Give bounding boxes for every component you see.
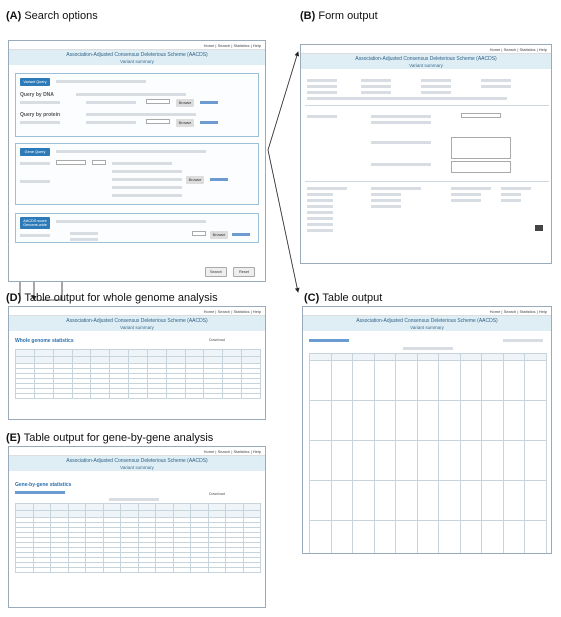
whole-genome-title: Whole genome statistics: [15, 338, 74, 344]
panel-a-label: (A) Search options: [6, 10, 98, 22]
download-link-d[interactable]: Download: [209, 338, 225, 342]
app-banner-d: Association-Adjusted Consensus Deleterious Scheme (AACDS) Variant summary: [9, 316, 265, 331]
variant-table: [309, 353, 547, 554]
panel-d-screenshot: [8, 306, 266, 420]
app-banner: Association-Adjusted Consensus Deleterious Scheme (AACDS) Variant summary: [9, 50, 265, 65]
app-banner-b: Association-Adjusted Consensus Deleterious Scheme (AACDS) Variant summary: [301, 54, 551, 69]
app-banner-c: Association-Adjusted Consensus Deleterious Scheme (AACDS) Variant summary: [303, 316, 551, 331]
whole-genome-button[interactable]: AACDS score Genome-wide: [20, 217, 50, 229]
arrow-to-b: [268, 52, 298, 150]
dna-input[interactable]: [146, 99, 170, 104]
top-nav-d[interactable]: Home | Search | Statistics | Help: [9, 307, 265, 316]
search-button[interactable]: Search: [205, 267, 227, 277]
gene-stats-table: [15, 503, 261, 573]
genome-browse-button[interactable]: Browse: [210, 231, 228, 239]
genome-file-input[interactable]: [192, 231, 206, 236]
app-banner-e: Association-Adjusted Consensus Deleterious Scheme (AACDS) Variant summary: [9, 456, 265, 471]
download-link-e[interactable]: Download: [209, 492, 225, 496]
whole-genome-box: [15, 213, 259, 243]
panel-b-screenshot: [300, 44, 552, 264]
reset-button[interactable]: Reset: [233, 267, 255, 277]
dna-browse-button[interactable]: Browse: [176, 99, 194, 107]
arrow-to-c: [268, 150, 298, 292]
panel-c-label: (C) Table output: [304, 292, 383, 304]
whole-genome-table: [15, 349, 261, 399]
protein-input[interactable]: [146, 119, 170, 124]
gene-input[interactable]: [56, 160, 86, 165]
gene-stats-title: Gene-by-gene statistics: [15, 482, 72, 488]
variant-query-box: [15, 73, 259, 137]
printer-icon[interactable]: [535, 225, 543, 231]
gene-query-box: [15, 143, 259, 205]
panel-b-label: (B) Form output: [300, 10, 378, 22]
gene-query-button[interactable]: Gene Query: [20, 148, 50, 156]
panel-e-screenshot: [8, 446, 266, 608]
panel-a-screenshot: [8, 40, 266, 282]
panel-d-label: (D) Table output for whole genome analysis: [6, 292, 218, 304]
top-nav-b[interactable]: Home | Search | Statistics | Help: [301, 45, 551, 54]
gene-browse-button[interactable]: Browse: [186, 176, 204, 184]
top-nav-c[interactable]: Home | Search | Statistics | Help: [303, 307, 551, 316]
query-by-protein-label: Query by protein: [20, 112, 61, 118]
protein-browse-button[interactable]: Browse: [176, 119, 194, 127]
text-output-box: [451, 137, 511, 159]
query-by-dna-label: Query by DNA: [20, 92, 54, 98]
variant-query-button[interactable]: Variant Query: [20, 78, 50, 86]
panel-c-screenshot: [302, 306, 552, 554]
gene-select[interactable]: [92, 160, 106, 165]
top-nav-e[interactable]: Home | Search | Statistics | Help: [9, 447, 265, 456]
panel-e-label: (E) Table output for gene-by-gene analysis: [6, 432, 214, 444]
top-nav[interactable]: Home | Search | Statistics | Help: [9, 41, 265, 50]
